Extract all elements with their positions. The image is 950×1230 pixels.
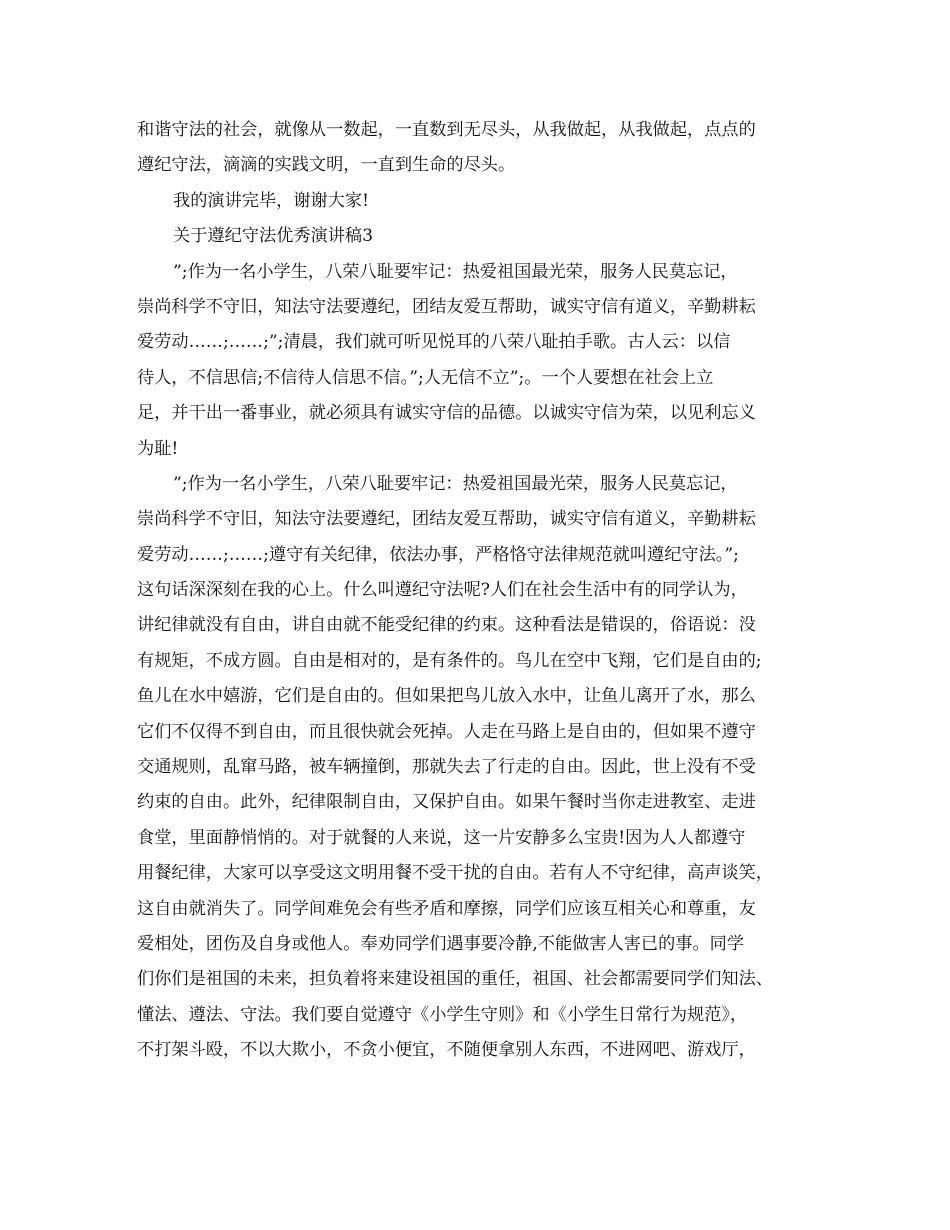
text-line: 爱相处，团伤及自身或他人。奉劝同学们遇事要冷静,不能做害人害已的事。同学 xyxy=(137,933,745,954)
text-line: 有规矩，不成方圆。自由是相对的，是有条件的。鸟儿在空中飞翔，它们是自由的; xyxy=(137,650,762,671)
text-line: 它们不仅得不到自由，而且很快就会死掉。人走在马路上是自由的，但如果不遵守 xyxy=(137,721,756,742)
text-line: 讲纪律就没有自由，讲自由就不能受纪律的约束。这种看法是错误的，俗语说：没 xyxy=(137,615,756,636)
text-line: 用餐纪律，大家可以享受这文明用餐不受干扰的自由。若有人不守纪律，高声谈笑， xyxy=(137,863,773,884)
text-line: 足，并干出一番事业，就必须具有诚实守信的品德。以诚实守信为荣，以见利忘义 xyxy=(137,403,756,424)
text-line: 这自由就消失了。同学间难免会有些矛盾和摩擦，同学们应该互相关心和尊重，友 xyxy=(137,898,756,919)
text-line: 鱼儿在水中嬉游，它们是自由的。但如果把鸟儿放入水中，让鱼儿离开了水，那么 xyxy=(137,686,756,707)
text-line: ”;作为一名小学生，八荣八耻要牢记：热爱祖国最光荣，服务人民莫忘记， xyxy=(173,473,738,494)
text-line: 爱劳动……;……;遵守有关纪律，依法办事，严格恪守法律规范就叫遵纪守法。”; xyxy=(137,544,739,565)
text-line: 这句话深深刻在我的心上。什么叫遵纪守法呢?人们在社会生活中有的同学认为， xyxy=(137,580,748,601)
text-line: 约束的自由。此外，纪律限制自由，又保护自由。如果午餐时当你走进教室、走进 xyxy=(137,792,756,813)
text-line: 待人，不信思信;不信待人信思不信。”;人无信不立”;。一个人要想在社会上立 xyxy=(137,367,714,388)
section-title: 关于遵纪守法优秀演讲稿3 xyxy=(173,226,373,247)
text-line: 爱劳动……;……;”;清晨，我们就可听见悦耳的八荣八耻拍手歌。古人云：以信 xyxy=(137,332,731,353)
document-page xyxy=(137,113,827,1069)
text-line: 们你们是祖国的未来，担负着将来建设祖国的重任，祖国、社会都需要同学们知法、 xyxy=(137,969,773,990)
text-line: 为耻! xyxy=(137,438,179,459)
text-line: 和谐守法的社会，就像从一数起，一直数到无尽头，从我做起，从我做起，点点的 xyxy=(137,120,756,140)
text-line: 交通规则，乱窜马路，被车辆撞倒，那就失去了行走的自由。因此，世上没有不受 xyxy=(137,757,756,778)
text-line: 遵纪守法，滴滴的实践文明，一直到生命的尽头。 xyxy=(137,155,516,176)
text-line: ”;作为一名小学生，八荣八耻要牢记：热爱祖国最光荣，服务人民莫忘记， xyxy=(173,261,738,282)
text-line: 我的演讲完毕，谢谢大家! xyxy=(173,190,369,211)
text-line: 食堂，里面静悄悄的。对于就餐的人来说，这一片安静多么宝贵!因为人人都遵守 xyxy=(137,827,746,848)
text-line: 懂法、遵法、守法。我们要自觉遵守《小学生守则》和《小学生日常行为规范》， xyxy=(137,1004,748,1025)
text-line: 崇尚科学不守旧，知法守法要遵纪，团结友爱互帮助，诚实守信有道义，辛勤耕耘 xyxy=(137,296,756,317)
text-line: 不打架斗殴，不以大欺小，不贪小便宜，不随便拿别人东西，不进网吧、游戏厅， xyxy=(137,1040,756,1061)
text-line: 崇尚科学不守旧，知法守法要遵纪，团结友爱互帮助，诚实守信有道义，辛勤耕耘 xyxy=(137,509,756,530)
